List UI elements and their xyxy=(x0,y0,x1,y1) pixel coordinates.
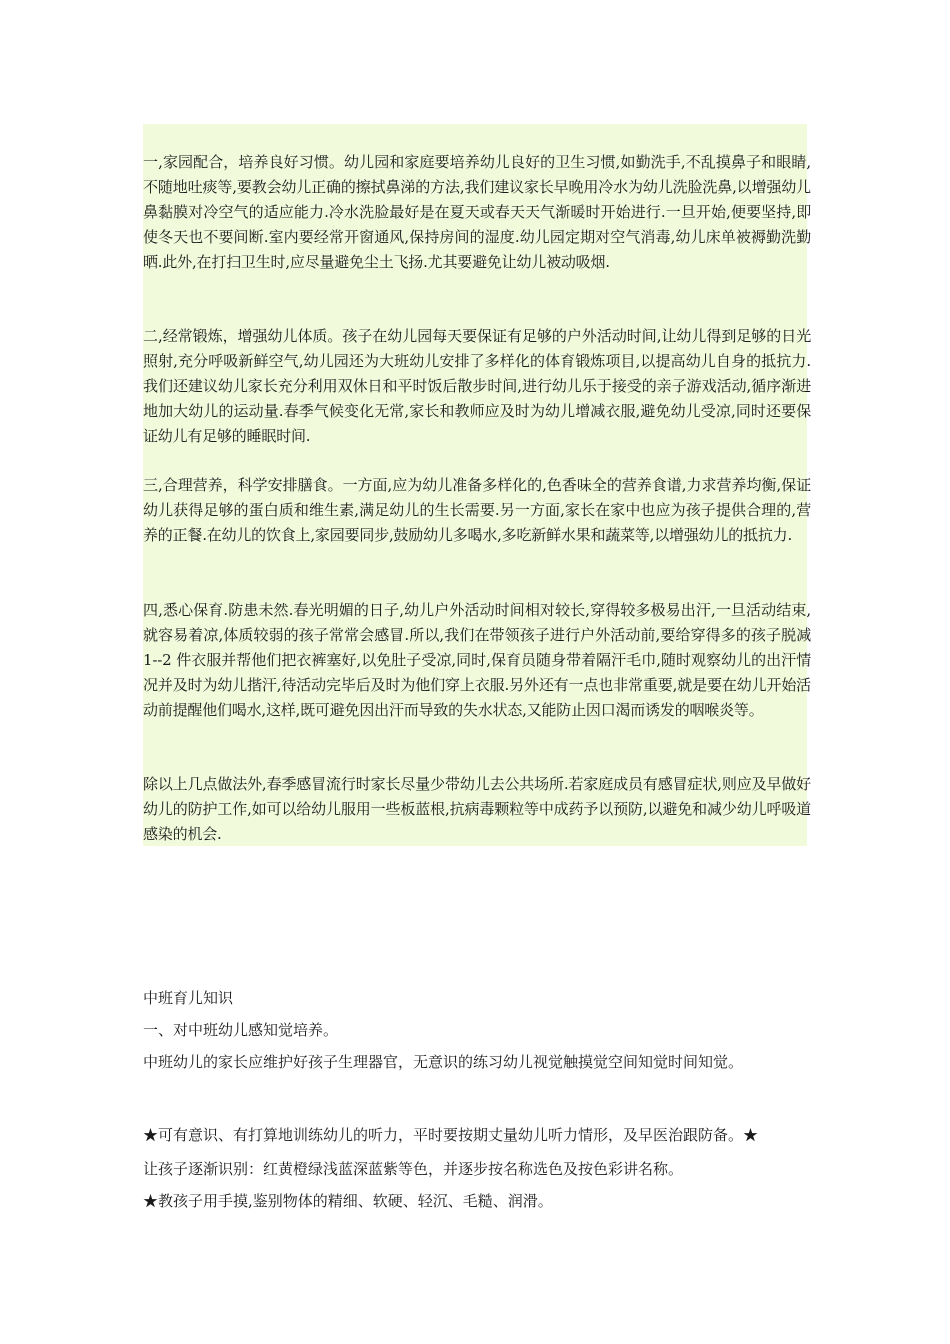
star-line-colors: 让孩子逐渐识别：红黄橙绿浅蓝深蓝紫等色，并逐步按名称选色及按色彩讲名称。 xyxy=(143,1160,684,1178)
paragraph-home-school-cooperation: 一,家园配合，培养良好习惯。幼儿园和家庭要培养幼儿良好的卫生习惯,如勤洗手,不乱摸鼻子和眼睛,不随地吐痰等,要教会幼儿正确的擦拭鼻涕的方法,我们建议家长早晚用冷水为幼儿洗脸洗鼻,以增强幼儿鼻黏膜对冷空气的适应能力.冷水洗脸最好是在夏天或春天天气渐暖时开始进行.一旦开始,便要坚持,即使冬天也不要间断.室内要经常开窗通风,保持房间的湿度.幼儿园定期对空气消毒,幼儿床单被褥勤洗勤晒.此外,在打扫卫生时,应尽量避免尘土飞扬.尤其要避免让幼儿被动吸烟. xyxy=(143,153,811,271)
section-title: 中班育儿知识 xyxy=(143,989,234,1007)
paragraph-flu-season-advice: 除以上几点做法外,春季感冒流行时家长尽量少带幼儿去公共场所.若家庭成员有感冒症状,则应及早做好幼儿的防护工作,如可以给幼儿服用一些板蓝根,抗病毒颗粒等中成药予以预防,以避免和减少幼儿呼吸道感染的机会. xyxy=(143,775,811,843)
paragraph-reasonable-nutrition: 三,合理营养，科学安排膳食。一方面,应为幼儿准备多样化的,色香味全的营养食谱,力求营养均衡,保证幼儿获得足够的蛋白质和维生素,满足幼儿的生长需要.另一方面,家长在家中也应为孩子提供合理的,营养的正餐.在幼儿的饮食上,家园要同步,鼓励幼儿多喝水,多吃新鲜水果和蔬菜等,以增强幼儿的抵抗力. xyxy=(143,476,811,544)
paragraph-careful-nursing: 四,悉心保育.防患未然.春光明媚的日子,幼儿户外活动时间相对较长,穿得较多极易出汗,一旦活动结束,就容易着凉,体质较弱的孩子常常会感冒.所以,我们在带领孩子进行户外活动前,要给穿得多的孩子脱减 1--2 件衣服并帮他们把衣裤塞好,以免肚子受凉,同时,保育员随身带着隔汗毛巾,随时观察幼儿的出汗情况并及时为幼儿揩汗,待活动完毕后及时为他们穿上衣服.另外还有一点也非常重要,就是要在幼儿开始活动前提醒他们喝水,这样,既可避免因出汗而导致的失水状态,又能防止因口渴而诱发的咽喉炎等。 xyxy=(143,601,811,719)
item-one-description: 中班幼儿的家长应维护好孩子生理器官，无意识的练习幼儿视觉触摸觉空间知觉时间知觉。 xyxy=(143,1053,744,1071)
item-one-heading: 一、对中班幼儿感知觉培养。 xyxy=(143,1021,339,1039)
star-line-hearing: ★可有意识、有打算地训练幼儿的听力，平时要按期丈量幼儿听力情形，及早医治跟防备。★ xyxy=(143,1126,759,1144)
star-line-touch: ★教孩子用手摸,鉴别物体的精细、软硬、轻沉、毛糙、润滑。 xyxy=(143,1192,553,1210)
paragraph-regular-exercise: 二,经常锻炼，增强幼儿体质。孩子在幼儿园每天要保证有足够的户外活动时间,让幼儿得到足够的日光照射,充分呼吸新鲜空气,幼儿园还为大班幼儿安排了多样化的体育锻炼项目,以提高幼儿自身的抵抗力.我们还建议幼儿家长充分利用双休日和平时饭后散步时间,进行幼儿乐于接受的亲子游戏活动,循序渐进地加大幼儿的运动量.春季气候变化无常,家长和教师应及时为幼儿增减衣服,避免幼儿受凉,同时还要保证幼儿有足够的睡眠时间. xyxy=(143,327,811,445)
